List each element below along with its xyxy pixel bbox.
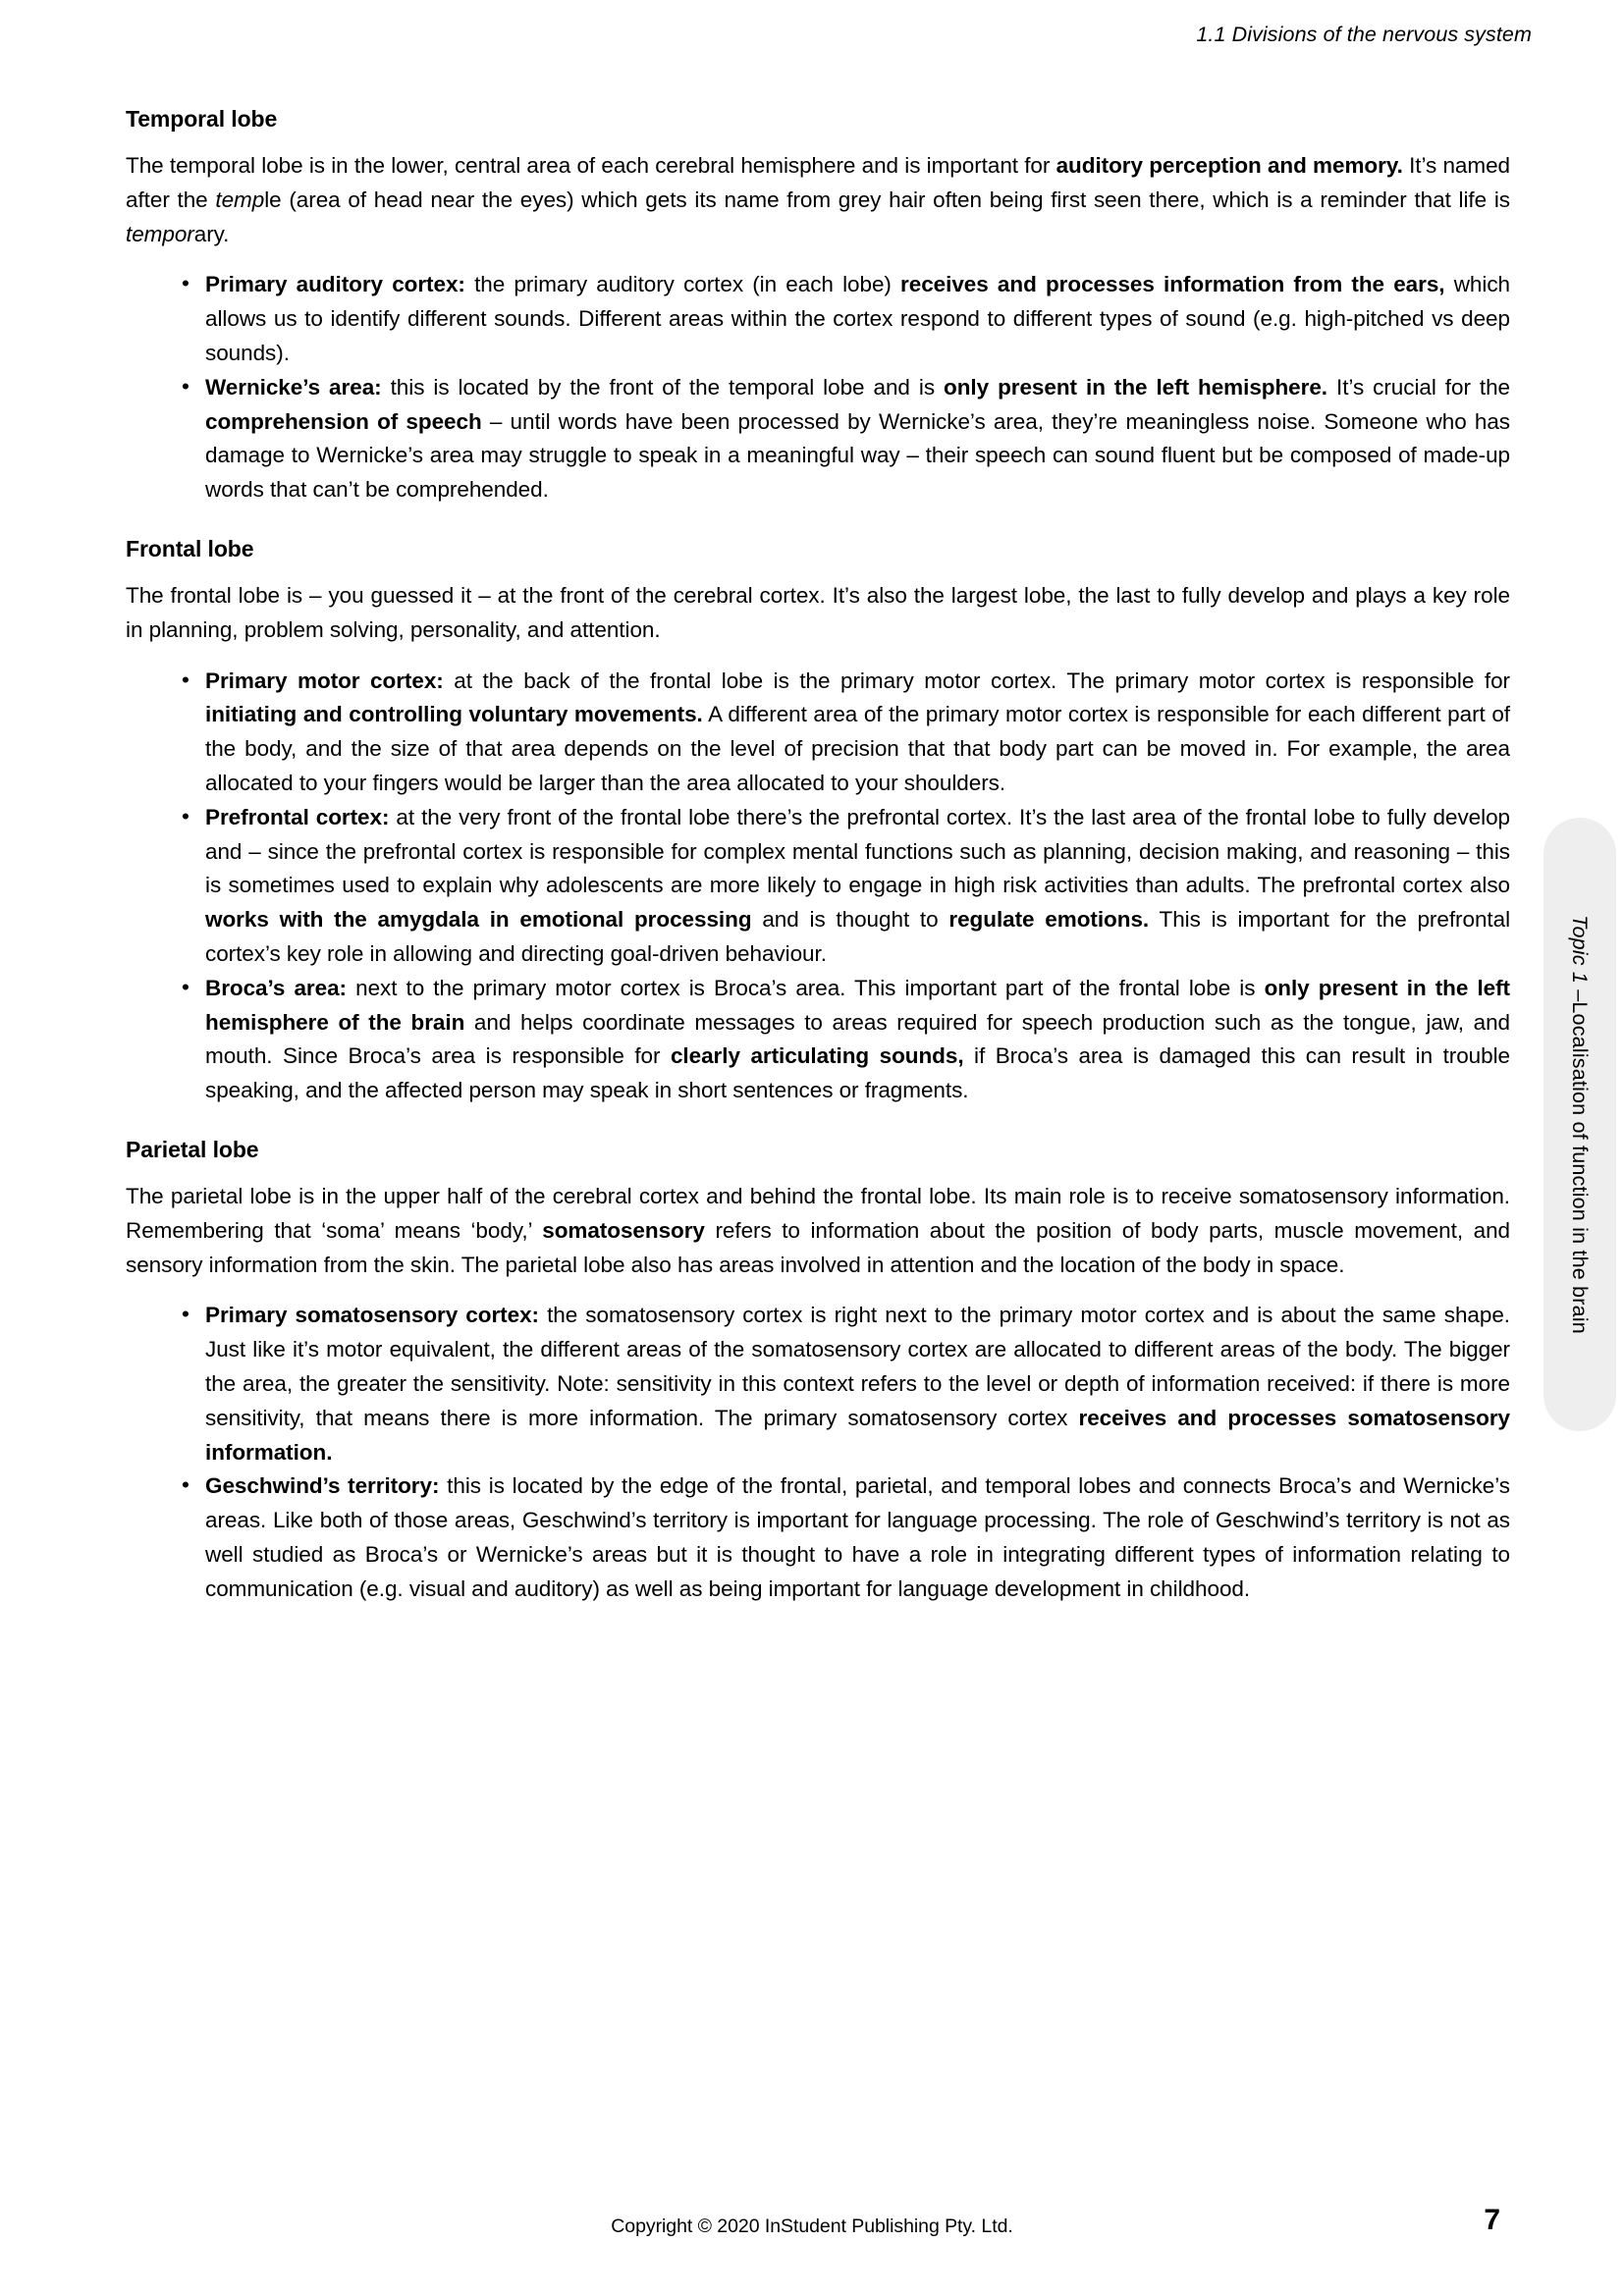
text-run: A different area of the primary motor cortex is responsible for each different part of the body, and the size of that area depends on the level of precision that that body part can be moved in. For example, the area allocated to your fingers would be larger than the area allocated to your shoulders. [205, 702, 1510, 795]
emphasis-bold: works with the amygdala in emotional processing [205, 907, 752, 933]
bullet-dot-icon: • [182, 974, 189, 999]
bullet-list [126, 1299, 1510, 1606]
text-run: The parietal lobe is in the upper half of the cerebral cortex and behind the frontal lobe. Its main role is to receive somatosensory information. Remembering that ‘soma’ means ‘body,’ [126, 1183, 1510, 1243]
page-number: 7 [1484, 2204, 1500, 2236]
text-run: this is located by the front of the temporal lobe and is [381, 374, 945, 400]
bullet-dot-icon: • [182, 373, 189, 399]
emphasis-bold: regulate emotions. [948, 907, 1150, 933]
emphasis-bold: only present in the left hemisphere of the brain [205, 975, 1510, 1035]
bullet-dot-icon: • [182, 803, 189, 828]
section-heading: Parietal lobe [126, 1136, 259, 1162]
emphasis-bold: receives and processes information from the ears, [900, 272, 1445, 297]
emphasis-bold: somatosensory [542, 1217, 705, 1243]
running-header: 1.1 Divisions of the nervous system [1196, 23, 1532, 46]
text-run: refers to information about the position of body parts, muscle movement, and sensory information from the skin. The parietal lobe also has areas involved in attention and the location of the body in space. [126, 1217, 1510, 1277]
text-run: at the back of the frontal lobe is the primary motor cortex. The primary motor cortex is responsible for [443, 667, 1510, 693]
list-item [126, 268, 1510, 370]
list-item-term: Prefrontal cortex: [205, 804, 390, 829]
emphasis-bold: auditory perception and memory. [1056, 153, 1403, 178]
text-run: ary. [193, 221, 230, 246]
topic-title: Localisation of function in the brain [1568, 1001, 1593, 1334]
text-run: the primary auditory cortex (in each lobe) [464, 272, 901, 297]
list-item-term: Broca’s area: [205, 975, 347, 1000]
list-item [126, 665, 1510, 801]
text-run: and helps coordinate messages to areas required for speech production such as the tongue, jaw, and mouth. Since Broca’s area is responsible for [205, 1009, 1510, 1069]
text-run: which allows us to identify different sounds. Different areas within the cortex respond to different types of sound (e.g. high-pitched vs deep sounds). [205, 272, 1510, 365]
list-item [126, 801, 1510, 972]
section-intro-paragraph [126, 579, 1510, 648]
bullet-dot-icon: • [182, 271, 189, 296]
text-run: The frontal lobe is – you guessed it – at the front of the cerebral cortex. It’s also the largest lobe, the last to fully develop and plays a key role in planning, problem solving, personality, and attention. [126, 582, 1510, 642]
emphasis-italic: temp [215, 187, 265, 212]
emphasis-bold: initiating and controlling voluntary movements. [205, 702, 703, 727]
emphasis-bold: comprehension of speech [205, 408, 482, 434]
list-item-term: Geschwind’s territory: [205, 1473, 440, 1499]
emphasis-bold: receives and processes somatosensory information. [205, 1405, 1510, 1465]
section-intro-paragraph [126, 149, 1510, 251]
list-item-term: Primary motor cortex: [205, 667, 444, 693]
list-item-term: Primary auditory cortex: [205, 272, 465, 297]
text-run: this is located by the edge of the frontal, parietal, and temporal lobes and connects Broca’s and Wernicke’s areas. Like both of those areas, Geschwind’s territory is important for language processing. The role of Geschwind’s territory is not as well studied as Broca’s or Wernicke’s areas but it is thought to have a role in integrating different types of information relating to communication (e.g. visual and auditory) as well as being important for language development in childhood. [205, 1473, 1510, 1601]
list-item-term: Primary somatosensory cortex: [205, 1303, 539, 1328]
text-run: next to the primary motor cortex is Broca’s area. This important part of the frontal lobe is [347, 975, 1265, 1000]
bullet-list [126, 268, 1510, 507]
text-run: the somatosensory cortex is right next to the primary motor cortex and is about the same shape. Just like it’s motor equivalent, the different areas of the somatosensory cortex are allocated to different areas of the body. The bigger the area, the greater the sensitivity. Note: sensitivity in this context refers to the level or depth of information received: if there is more sensitivity, that means there is more information. The primary somatosensory cortex [205, 1303, 1510, 1430]
text-run: – until words have been processed by Wernicke’s area, they’re meaningless noise. Someone who has damage to Wernicke’s area may struggle to speak in a meaningful way – their speech can sound fluent but be composed of made-up words that can’t be comprehended. [205, 408, 1510, 503]
list-item [126, 1299, 1510, 1469]
list-item [126, 1469, 1510, 1606]
bullet-dot-icon: • [182, 667, 189, 692]
topic-side-tab [1543, 818, 1616, 1431]
text-run: le (area of head near the eyes) which gets its name from grey hair often being first seen there, which is a reminder that life is [264, 187, 1510, 212]
bullet-list [126, 665, 1510, 1108]
list-item-term: Wernicke’s area: [205, 374, 382, 400]
list-item [126, 371, 1510, 507]
text-run: This is important for the prefrontal cortex’s key role in allowing and directing goal-driven behaviour. [205, 907, 1511, 966]
emphasis-bold: only present in the left hemisphere. [944, 374, 1328, 400]
bullet-dot-icon: • [182, 1302, 189, 1327]
text-run: if Broca’s area is damaged this can result in trouble speaking, and the affected person may speak in short sentences or fragments. [205, 1043, 1511, 1103]
bullet-dot-icon: • [182, 1472, 189, 1498]
text-run: It’s named after the [126, 153, 1511, 212]
topic-side-tab-label [1543, 818, 1616, 1431]
section-intro-paragraph [126, 1180, 1510, 1282]
section-heading: Temporal lobe [126, 106, 278, 132]
page-content [126, 106, 1510, 1606]
text-run: at the very front of the frontal lobe there’s the prefrontal cortex. It’s the last area of the frontal lobe to fully develop and – since the prefrontal cortex is responsible for complex mental functions such as planning, decision making, and reasoning – this is sometimes used to explain why adolescents are more likely to engage in high risk activities than adults. The prefrontal cortex also [205, 804, 1510, 898]
footer-copyright: Copyright © 2020 InStudent Publishing Pty. Ltd. [611, 2216, 1013, 2237]
topic-number: Topic 1 – [1568, 915, 1593, 1002]
emphasis-bold: clearly articulating sounds, [670, 1043, 964, 1069]
list-item [126, 972, 1510, 1108]
text-run: and is thought to [751, 907, 949, 933]
section-heading: Frontal lobe [126, 535, 254, 561]
emphasis-italic: tempor [126, 221, 194, 246]
text-run: The temporal lobe is in the lower, central area of each cerebral hemisphere and is important for [126, 153, 1056, 178]
text-run: It’s crucial for the [1327, 374, 1511, 400]
